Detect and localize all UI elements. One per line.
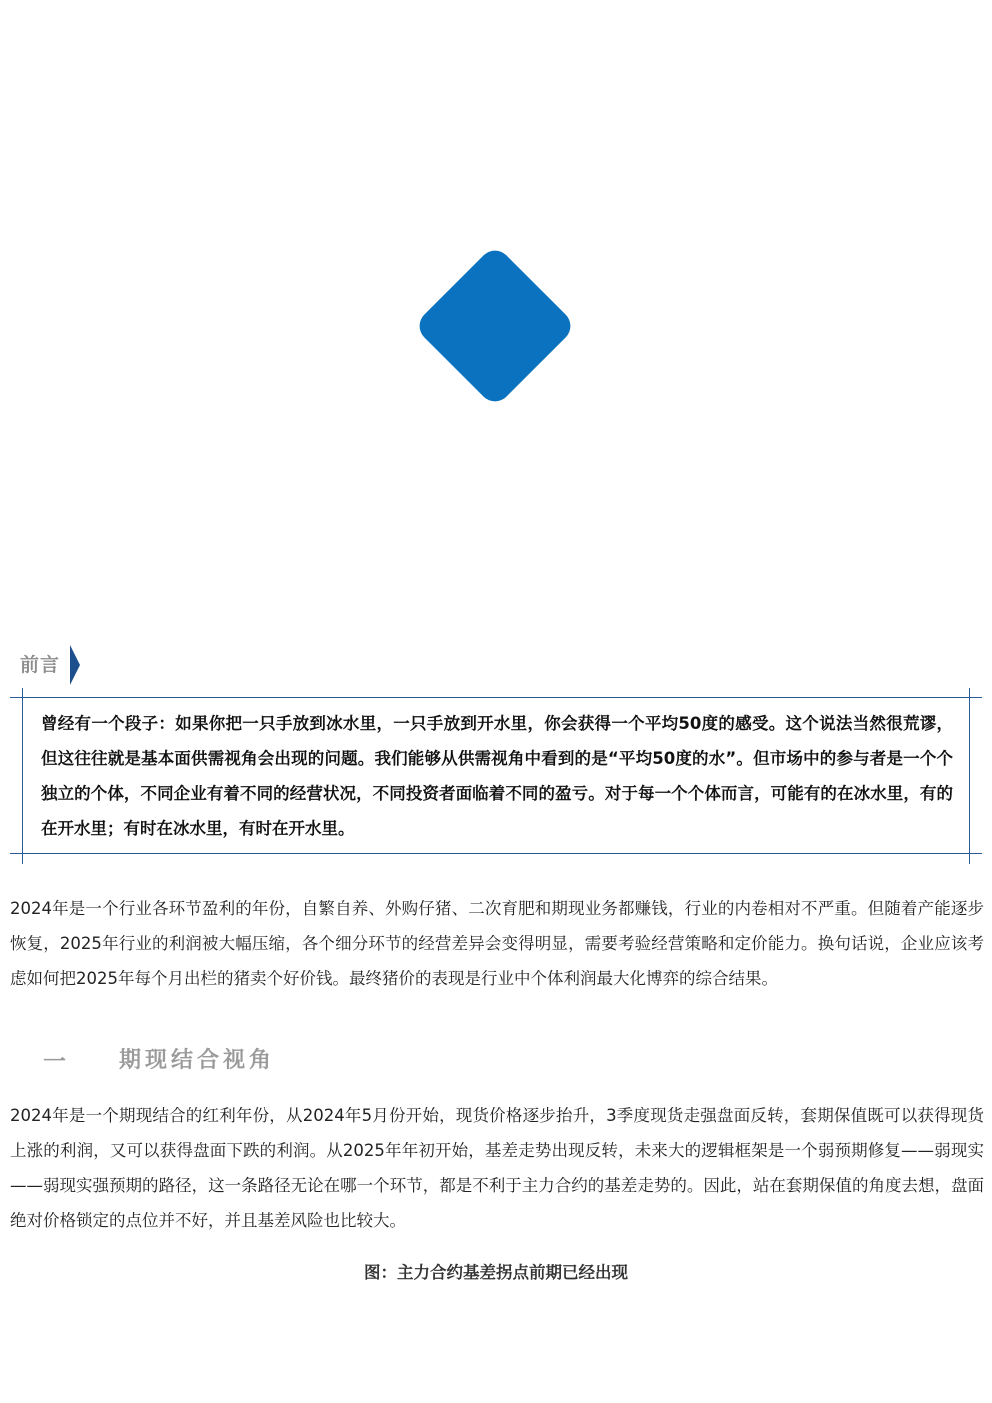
preface-label: 前言: [20, 654, 61, 676]
section-number: 一: [43, 1049, 66, 1075]
preface-frame-top: [10, 697, 982, 698]
preface-frame-right: [969, 688, 970, 864]
preface-frame-bottom: [10, 853, 982, 854]
diamond-logo-icon: [413, 244, 577, 408]
chevron-right-icon: [70, 645, 80, 685]
intro-paragraph: 2024年是一个行业各环节盈利的年份，自繁自养、外购仔猪、二次育肥和期现业务都赚钱，行业的内卷相对不严重。但随着产能逐步恢复，2025年行业的利润被大幅压缩，各个细分环节的经营差异会变得明显，需要考验经营策略和定价能力。换句话说，企业应该考虑如何把2025年每个月出栏的猪卖个好价钱。最终猪价的表现是行业中个体利润最大化博弈的综合结果。: [10, 899, 984, 988]
figure-caption: 图：主力合约基差拐点前期已经出现: [364, 1263, 628, 1282]
preface-text: 曾经有一个段子：如果你把一只手放到冰水里，一只手放到开水里，你会获得一个平均50度的感受。这个说法当然很荒谬，但这往往就是基本面供需视角会出现的问题。我们能够从供需视角中看到的是“平均50度的水”。但市场中的参与者是一个个独立的个体，不同企业有着不同的经营状况，不同投资者面临着不同的盈亏。对于每一个个体而言，可能有的在冰水里，有的在开水里；有时在冰水里，有时在开水里。: [41, 714, 953, 838]
section-title: 期现结合视角: [119, 1048, 276, 1073]
section-paragraph: 2024年是一个期现结合的红利年份，从2024年5月份开始，现货价格逐步抬升，3季度现货走强盘面反转，套期保值既可以获得现货上涨的利润，又可以获得盘面下跌的利润。从2025年年初开始，基差走势出现反转，未来大的逻辑框架是一个弱预期修复——弱现实——弱现实强预期的路径，这一条路径无论在哪一个环节，都是不利于主力合约的基差走势的。因此，站在套期保值的角度去想，盘面绝对价格锁定的点位并不好，并且基差风险也比较大。: [10, 1106, 984, 1230]
preface-frame-left: [22, 688, 23, 864]
